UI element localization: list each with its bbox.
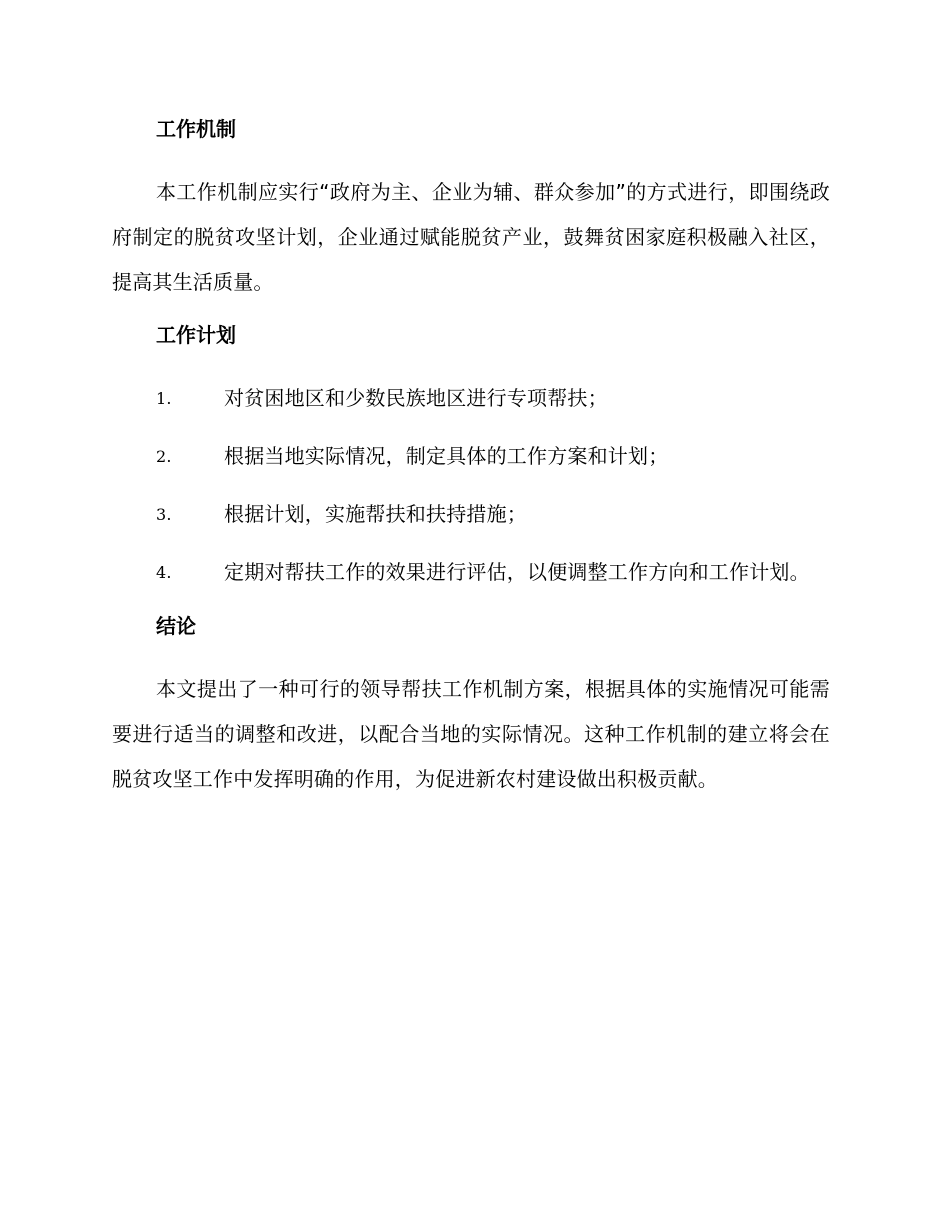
- list-item-number: 2.: [156, 447, 172, 466]
- list-item: [112, 492, 830, 537]
- list-item-number: 3.: [156, 505, 172, 524]
- section-heading-conclusion: 结论: [156, 614, 196, 638]
- list-item-text: 定期对帮扶工作的效果进行评估，以便调整工作方向和工作计划。: [224, 560, 810, 584]
- list-item-text: 对贫困地区和少数民族地区进行专项帮扶；: [224, 386, 608, 410]
- list-item: [112, 376, 830, 421]
- list-item: [112, 434, 830, 479]
- list-item-text: 根据当地实际情况，制定具体的工作方案和计划；: [224, 444, 669, 468]
- list-item-text: 根据计划，实施帮扶和扶持措施；: [224, 502, 527, 526]
- list-item-number: 4.: [156, 563, 172, 582]
- plan-list: [112, 376, 830, 595]
- mechanism-paragraph: 本工作机制应实行“政府为主、企业为辅、群众参加”的方式进行，即围绕政府制定的脱贫攻坚计划，企业通过赋能脱贫产业，鼓舞贫困家庭积极融入社区，提高其生活质量。: [112, 180, 830, 294]
- section-heading-mechanism: 工作机制: [156, 117, 236, 141]
- list-item: [112, 550, 830, 595]
- conclusion-paragraph: 本文提出了一种可行的领导帮扶工作机制方案，根据具体的实施情况可能需要进行适当的调整和改进，以配合当地的实际情况。这种工作机制的建立将会在脱贫攻坚工作中发挥明确的作用，为促进新农村建设做出积极贡献。: [112, 677, 830, 791]
- section-heading-plan: 工作计划: [156, 323, 236, 347]
- list-item-number: 1.: [156, 389, 172, 408]
